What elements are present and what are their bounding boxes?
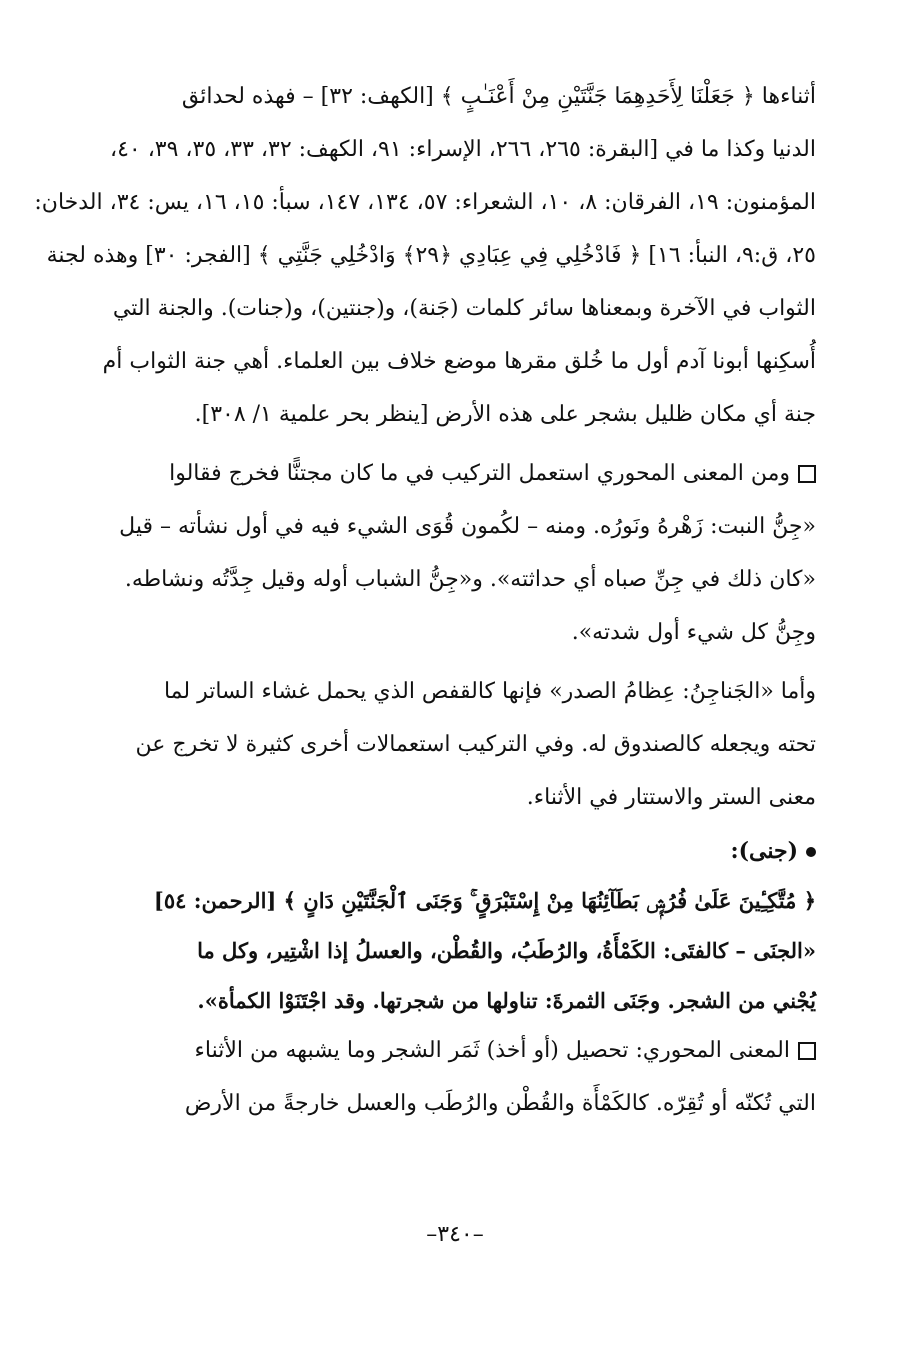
paragraph-2 (78, 461, 816, 673)
paragraph-1 (34, 84, 816, 455)
text-line: «كان ذلك في جِنِّ صباه أي حداثته». و«جِنُّ الشباب أوله وقيل جِدَّتُه ونشاطه. (124, 567, 816, 592)
text-line: الثواب في الآخرة وبمعناها سائر كلمات (جَنة)، و(جنتين)، و(جنات). والجنة التي (112, 296, 816, 321)
text-line: المعنى المحوري: تحصيل (أو أخذ) ثَمَر الشجر وما يشبهه من الأثناء (78, 1038, 816, 1091)
text-line: «جِنُّ النبت: زَهْرهُ ونَورُه. ومنه – لكُمون قُوَى الشيء فيه في أول نشأته – قيل (119, 514, 816, 539)
text-line: وأما «الجَناجِنُ: عِظامُ الصدر» فإنها كالقفص الذي يحمل غشاء الساتر لما (163, 679, 816, 704)
page-number: –٣٤٠– (426, 1222, 484, 1247)
text-line: تحته ويجعله كالصندوق له. وفي التركيب استعمالات أخرى كثيرة لا تخرج عن (135, 732, 816, 757)
text-line: الدنيا وكذا ما في [البقرة: ٢٦٥، ٢٦٦، الإسراء: ٩١، الكهف: ٣٢، ٣٣، ٣٥، ٣٩، ٤٠، (109, 137, 816, 162)
text-line: معنى الستر والاستتار في الأثناء. (526, 785, 816, 810)
text-line: المؤمنون: ١٩، الفرقان: ٨، ١٠، الشعراء: ٥٧، ١٣٤، ١٤٧، سبأ: ١٥، ١٦، يس: ٣٤، الدخان: (34, 190, 816, 215)
text-line: أثناءها ﴿ جَعَلْنَا لِأَحَدِهِمَا جَنَّتَيْنِ مِنْ أَعْنَـٰبٍ ﴾ [الكهف: ٣٢] – فهذه لحدائق (181, 84, 816, 109)
text-line: التي تُكنّه أو تُقِرّه. كالكَمْأَة والقُطْن والرُطَب والعسل خارجةً من الأرض (184, 1091, 816, 1116)
square-bullet-icon (798, 1042, 816, 1060)
text-line: وجِنُّ كل شيء أول شدته». (571, 620, 816, 645)
definition-line: «الجنَى – كالفتَى: الكَمْأَةُ، والرُطَبُ، والقُطْن، والعسلُ إذا اشْتِير، وكل ما (197, 938, 816, 963)
page-body (34, 84, 816, 1144)
text-line: ٢٥، ق:٩، النبأ: ١٦] ﴿ فَادْخُلِي فِي عِبَادِي ﴿٢٩﴾ وَادْخُلِي جَنَّتِي ﴾ [الفجر: ٣٠] وهذه لجنة (46, 243, 816, 268)
text-line: جنة أي مكان ظليل بشجر على هذه الأرض [ينظر بحر علمية ١/ ٣٠٨]. (194, 402, 816, 427)
text-line: أُسكِنها أبونا آدم أول ما خُلق مقرها موضع خلاف بين العلماء. أهي جنة الثواب أم (102, 349, 816, 374)
square-bullet-icon (798, 465, 816, 483)
paragraph-3 (78, 679, 816, 838)
section-heading: (جنى): (78, 838, 816, 888)
quran-verse: ﴿ مُتَّكِـِٔينَ عَلَىٰ فُرُشٍۭ بَطَآئِنُهَا مِنْ إِسْتَبْرَقٍ ۚ وَجَنَى ٱلْجَنَّتَيْنِ دَانٍ ﴾ [الرحمن: ٥٤] (153, 888, 816, 913)
text-line: ومن المعنى المحوري استعمل التركيب في ما كان مجتنًّا فخرج فقالوا (78, 461, 816, 514)
round-bullet-icon (806, 847, 816, 857)
definition-line: يُجْني من الشجر. وجَنَى الثمرةَ: تناولها من شجرتها. وقد اجْتَنَوْا الكمأة». (197, 988, 816, 1013)
